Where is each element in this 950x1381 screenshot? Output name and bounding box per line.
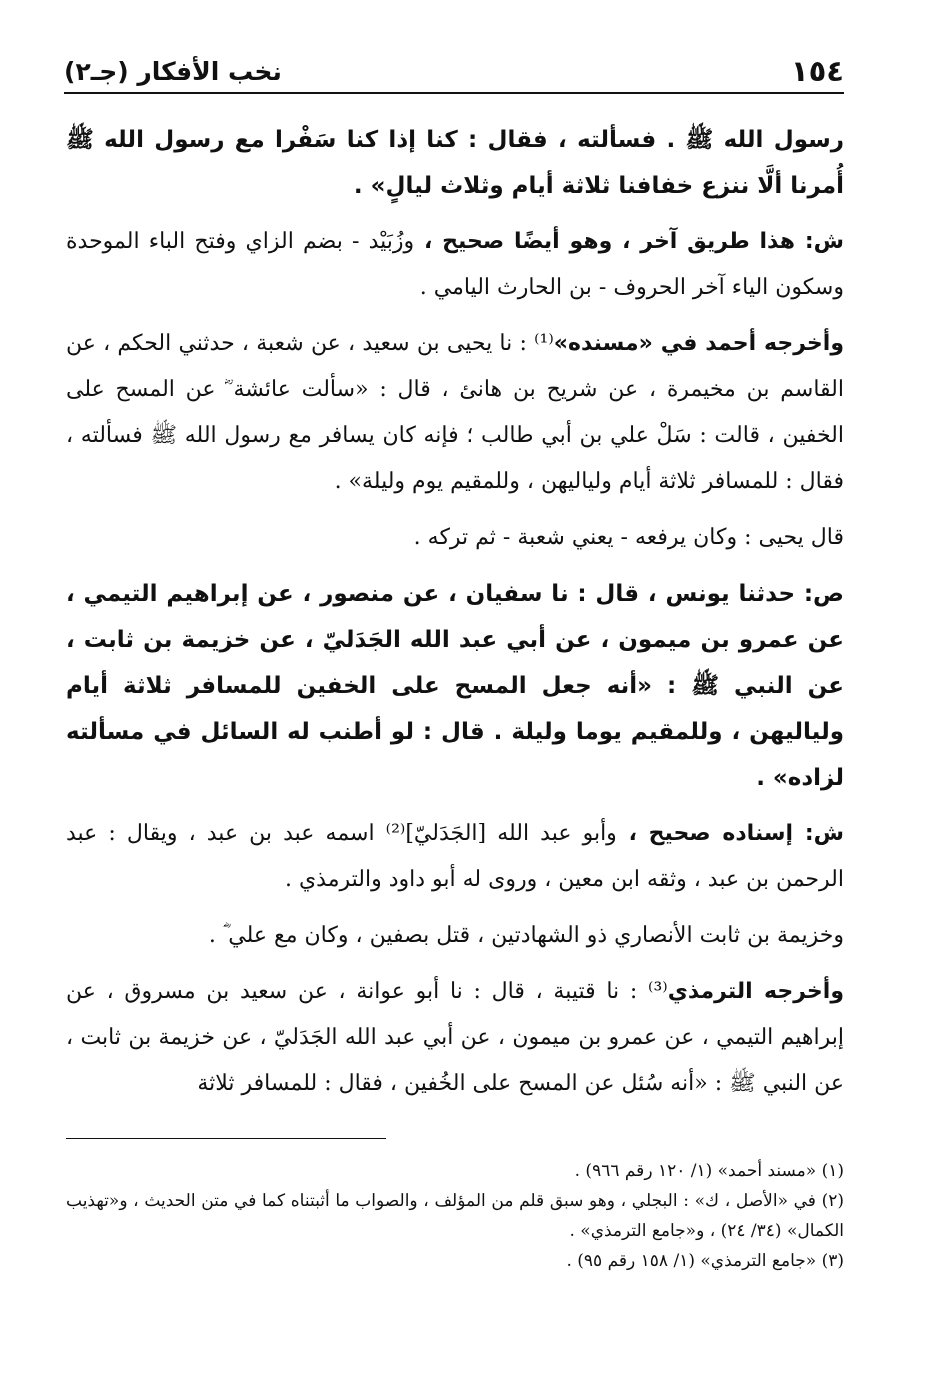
- paragraph-lead: ش: هذا طريق آخر ، وهو أيضًا صحيح ،: [414, 229, 844, 254]
- paragraph-hadith: [66, 571, 844, 801]
- paragraph-lead: ص:: [795, 581, 844, 607]
- paragraph-text: وخزيمة بن ثابت الأنصاري ذو الشهادتين ، قتل بصفين ، وكان مع علي ؓ .: [208, 923, 844, 948]
- page-header: [64, 50, 844, 94]
- paragraph-text: قال يحيى : وكان يرفعه - يعني شعبة - ثم تركه .: [413, 525, 844, 550]
- paragraph-lead: ش: إسناده صحيح ،: [616, 821, 845, 846]
- main-text: [66, 117, 844, 1117]
- footnote-2: (٢) في «الأصل ، ك» : البجلي ، وهو سبق قلم من المؤلف ، والصواب ما أثبتناه كما في متن الحديث ، و«تهذيب الكمال» (٣٤/ ٢٤) ، و«جامع الترمذي» .: [66, 1191, 844, 1241]
- paragraph-lead: وأخرجه أحمد في «مسنده»: [553, 331, 844, 356]
- paragraph-takhrij-tirmidhi: [66, 969, 844, 1107]
- paragraph-takhrij-ahmad: [66, 321, 844, 505]
- paragraph-text: رسول الله ﷺ . فسألته ، فقال : كنا إذا كنا سَفْرا مع رسول الله ﷺ أُمرنا ألَّا ننزع خفافنا ثلاثة أيام وثلاث ليالٍ» .: [66, 127, 844, 199]
- book-title: نخب الأفكار (جـ٢): [64, 56, 282, 86]
- paragraph-lead: وأخرجه الترمذي: [667, 979, 844, 1004]
- footnote-separator: [66, 1138, 386, 1139]
- footnotes: [66, 1138, 844, 1276]
- page-number: ١٥٤: [790, 54, 844, 88]
- paragraph-text: حدثنا يونس ، قال : نا سفيان ، عن منصور ، عن إبراهيم التيمي ، عن عمرو بن ميمون ، عن أبي عبد الله الجَدَليّ ، عن خزيمة بن ثابت ، عن النبي ﷺ : «أنه جعل المسح على الخفين للمسافر ثلاثة أيام ولياليهن ، وللمقيم يوما وليلة . قال : لو أطنب له السائل في مسألته لزاده» .: [66, 581, 844, 791]
- paragraph-note-yahya: [66, 515, 844, 561]
- paragraph-text: وأبو عبد الله [الجَدَليّ]⁽²⁾ اسمه عبد بن عبد ، ويقال : عبد الرحمن بن عبد ، وثقه ابن معين ، وروى له أبو داود والترمذي .: [66, 821, 844, 892]
- paragraph-hadith-continuation: [66, 117, 844, 209]
- footnote-1: (١) «مسند أحمد» (١/ ١٢٠ رقم ٩٦٦) .: [574, 1161, 844, 1181]
- paragraph-text: وزُبَيْد - بضم الزاي وفتح الباء الموحدة وسكون الياء آخر الحروف - بن الحارث اليامي .: [66, 229, 844, 300]
- paragraph-text: ⁽³⁾ : نا قتيبة ، قال : نا أبو عوانة ، عن سعيد بن مسروق ، عن إبراهيم التيمي ، عن عمرو بن ميمون ، عن أبي عبد الله الجَدَليّ ، عن خزيمة بن ثابت ، عن النبي ﷺ : «أنه سُئل عن المسح على الخُفين ، فقال : للمسافر ثلاثة: [66, 979, 844, 1096]
- paragraph-commentary-isnad: [66, 811, 844, 903]
- footnote-3: (٣) «جامع الترمذي» (١/ ١٥٨ رقم ٩٥) .: [566, 1251, 844, 1271]
- paragraph-narrator-note: [66, 913, 844, 959]
- paragraph-text: ⁽¹⁾ : نا يحيى بن سعيد ، عن شعبة ، حدثني الحكم ، عن القاسم بن مخيمرة ، عن شريح بن هانئ ، قال : «سألت عائشة ؓ عن المسح على الخفين ، قالت : سَلْ علي بن أبي طالب ؛ فإنه كان يسافر مع رسول الله ﷺ فسألته ، فقال : للمسافر ثلاثة أيام ولياليهن ، وللمقيم يوم وليلة» .: [66, 331, 844, 494]
- paragraph-commentary: [66, 219, 844, 311]
